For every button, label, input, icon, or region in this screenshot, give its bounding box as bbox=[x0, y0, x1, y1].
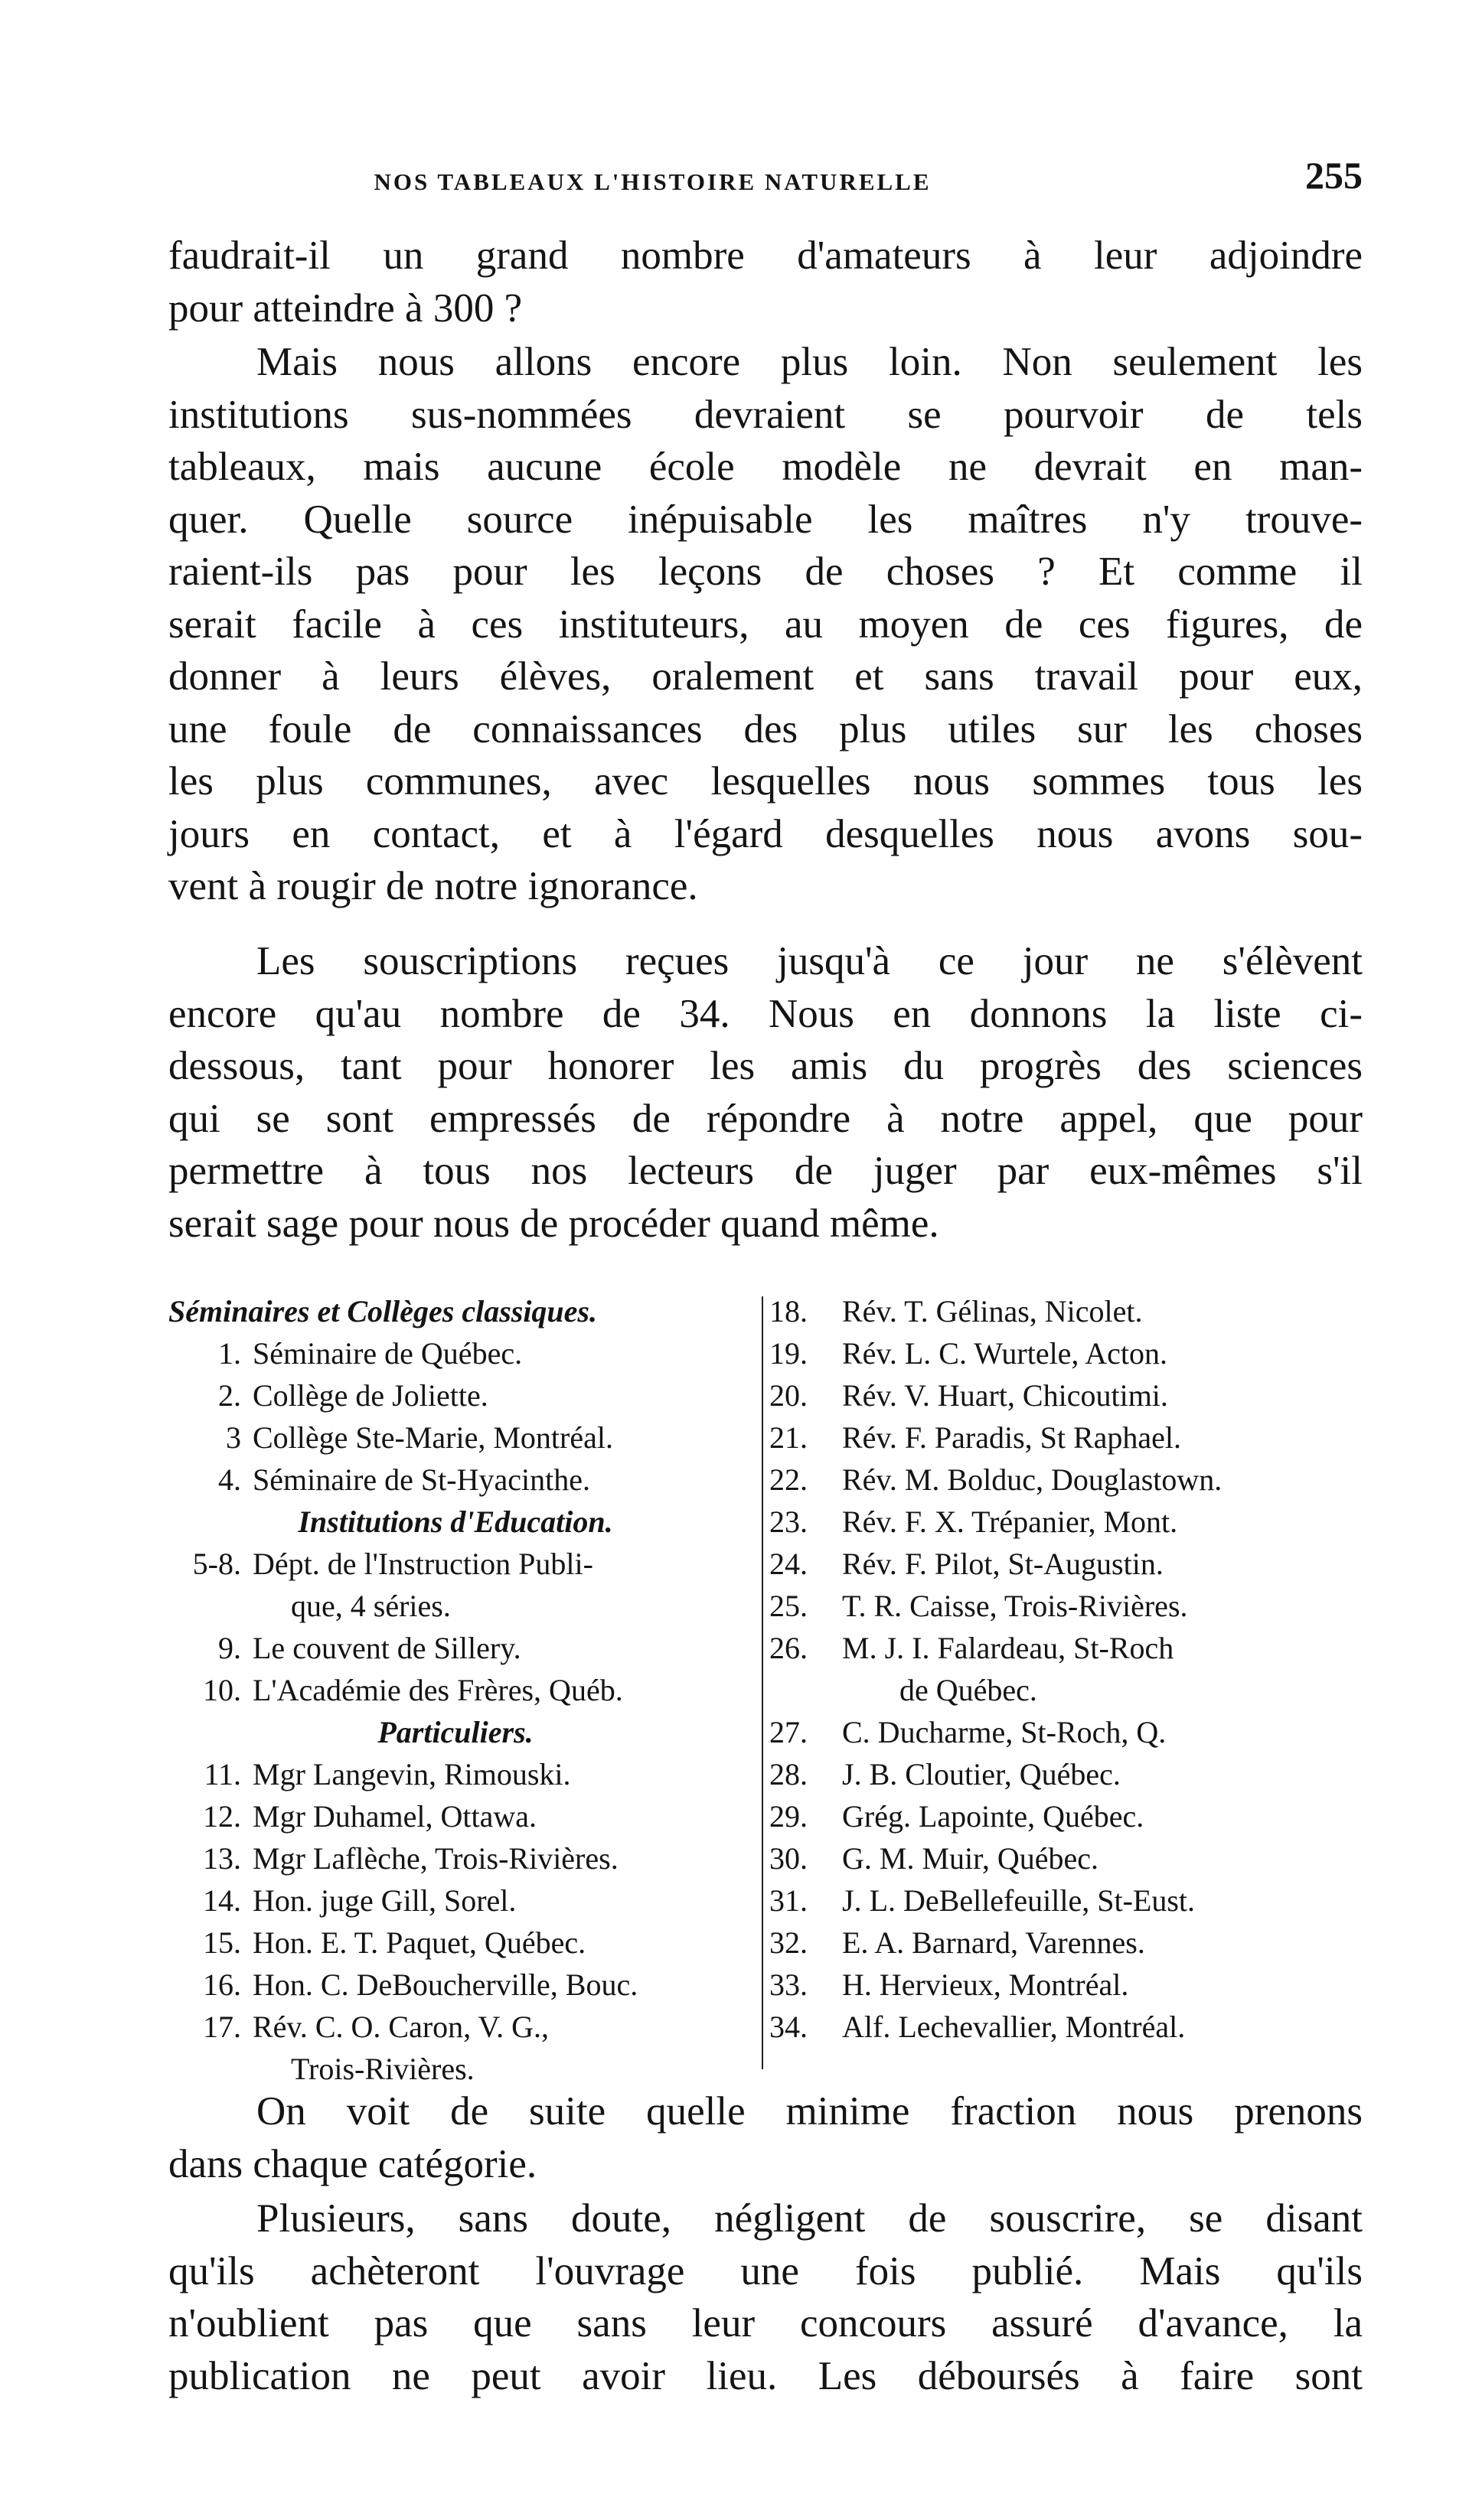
item-number: 15. bbox=[203, 1925, 241, 1960]
subscriber-list bbox=[168, 1290, 1363, 2086]
page-header bbox=[168, 153, 1363, 207]
text-line: dans chaque catégorie. bbox=[168, 2141, 537, 2186]
item-number: 4. bbox=[218, 1462, 241, 1497]
text-line: serait sage pour nous de procéder quand même. bbox=[168, 1201, 939, 1246]
text-line: pour atteindre à 300 ? bbox=[168, 285, 523, 331]
text-line: vent à rougir de notre ignorance. bbox=[168, 864, 698, 908]
category-heading: Séminaires et Collèges classiques. bbox=[168, 1294, 597, 1328]
item-number: 20. bbox=[769, 1378, 808, 1413]
item-text: Mgr Duhamel, Ottawa. bbox=[253, 1799, 537, 1834]
item-number: 3 bbox=[226, 1420, 241, 1455]
list-item bbox=[168, 1922, 765, 1964]
item-text: Rév. F. X. Trépanier, Mont. bbox=[842, 1505, 1178, 1539]
list-item-continuation bbox=[168, 2048, 765, 2090]
item-number: 18. bbox=[769, 1294, 808, 1328]
item-number: 33. bbox=[769, 1967, 808, 2002]
item-number: 9. bbox=[218, 1631, 241, 1665]
list-item bbox=[168, 1543, 765, 1585]
category-heading: Institutions d'Education. bbox=[298, 1505, 613, 1539]
item-text: L'Académie des Frères, Québ. bbox=[253, 1673, 623, 1707]
list-item-continuation bbox=[769, 1669, 1366, 1711]
item-number: 32. bbox=[769, 1925, 808, 1960]
item-text: Rév. L. C. Wurtele, Acton. bbox=[842, 1336, 1167, 1371]
list-item bbox=[769, 1964, 1366, 2006]
running-head: NOS TABLEAUX L'HISTOIRE NATURELLE bbox=[374, 168, 932, 195]
list-item bbox=[769, 1879, 1366, 1922]
text-line: une foule de connaissances des plus utiles sur les choses bbox=[168, 706, 1363, 751]
item-text: Dépt. de l'Instruction Publi- bbox=[253, 1547, 593, 1581]
list-item bbox=[769, 1922, 1366, 1964]
item-text: Grég. Lapointe, Québec. bbox=[842, 1799, 1144, 1834]
item-number: 22. bbox=[769, 1462, 808, 1497]
item-text: Rév. V. Huart, Chicoutimi. bbox=[842, 1378, 1168, 1413]
list-item bbox=[769, 1416, 1366, 1459]
list-item bbox=[168, 1669, 765, 1711]
item-number: 23. bbox=[769, 1505, 808, 1539]
column-divider bbox=[762, 1296, 763, 2069]
list-item bbox=[769, 1795, 1366, 1837]
list-item bbox=[769, 1501, 1366, 1543]
list-item bbox=[168, 1795, 765, 1837]
list-item bbox=[168, 1753, 765, 1795]
item-number: 28. bbox=[769, 1757, 808, 1791]
item-text: Alf. Lechevallier, Montréal. bbox=[842, 2010, 1186, 2044]
list-item bbox=[769, 1290, 1366, 1332]
paragraph-5 bbox=[168, 2192, 1363, 2402]
text-line: faudrait-il un grand nombre d'amateurs à leur adjoindre bbox=[168, 233, 1363, 278]
item-number: 10. bbox=[203, 1673, 241, 1707]
item-text: Rév. T. Gélinas, Nicolet. bbox=[842, 1294, 1143, 1328]
paragraph-3 bbox=[168, 935, 1363, 1250]
item-text: Rév. F. Pilot, St-Augustin. bbox=[842, 1547, 1164, 1581]
paragraph-4 bbox=[168, 2085, 1363, 2190]
item-number: 12. bbox=[203, 1799, 241, 1834]
list-item bbox=[769, 1459, 1366, 1501]
item-text: Hon. E. T. Paquet, Québec. bbox=[253, 1925, 586, 1960]
text-line: jours en contact, et à l'égard desquelles nous avons sou- bbox=[168, 811, 1363, 856]
item-number: 19. bbox=[769, 1336, 808, 1371]
item-text: Collège de Joliette. bbox=[253, 1378, 488, 1413]
text-line: qu'ils achèteront l'ouvrage une fois publié. Mais qu'ils bbox=[168, 2248, 1363, 2293]
item-text: M. J. I. Falardeau, St-Roch bbox=[842, 1631, 1174, 1665]
subscriber-column-right bbox=[769, 1290, 1366, 2048]
list-item bbox=[168, 1627, 765, 1669]
text-line: Les souscriptions reçues jusqu'à ce jour ne s'élèvent bbox=[256, 939, 1363, 983]
list-item bbox=[168, 1837, 765, 1879]
item-number: 1. bbox=[218, 1336, 241, 1371]
item-number: 21. bbox=[769, 1420, 808, 1455]
text-line: les plus communes, avec lesquelles nous sommes tous les bbox=[168, 759, 1363, 804]
item-text: Séminaire de St-Hyacinthe. bbox=[253, 1462, 590, 1497]
list-item bbox=[168, 1879, 765, 1922]
text-line: Mais nous allons encore plus loin. Non seulement les bbox=[256, 340, 1363, 384]
subscriber-column-left bbox=[168, 1290, 765, 2090]
paragraph-2 bbox=[168, 336, 1363, 913]
text-line: n'oublient pas que sans leur concours assuré d'avance, la bbox=[168, 2301, 1363, 2346]
list-item bbox=[168, 2006, 765, 2048]
item-text: Mgr Langevin, Rimouski. bbox=[253, 1757, 571, 1791]
item-number: 5-8. bbox=[192, 1547, 241, 1581]
item-text: T. R. Caisse, Trois-Rivières. bbox=[842, 1589, 1188, 1623]
text-line: quer. Quelle source inépuisable les maîtres n'y trouve- bbox=[168, 497, 1363, 542]
text-line: Plusieurs, sans doute, négligent de souscrire, se disant bbox=[256, 2196, 1363, 2241]
text-line: institutions sus-nommées devraient se pourvoir de tels bbox=[168, 392, 1363, 437]
item-number: 17. bbox=[203, 2010, 241, 2044]
text-line: qui se sont empressés de répondre à notre appel, que pour bbox=[168, 1096, 1363, 1141]
item-number: 2. bbox=[218, 1378, 241, 1413]
item-number: 25. bbox=[769, 1589, 808, 1623]
item-number: 27. bbox=[769, 1715, 808, 1749]
item-number: 24. bbox=[769, 1547, 808, 1581]
text-line: tableaux, mais aucune école modèle ne devrait en man- bbox=[168, 445, 1363, 489]
item-text: Rév. F. Paradis, St Raphael. bbox=[842, 1420, 1182, 1455]
item-number: 13. bbox=[203, 1841, 241, 1876]
item-text: H. Hervieux, Montréal. bbox=[842, 1967, 1129, 2002]
list-item-continuation bbox=[168, 1585, 765, 1627]
text-line: publication ne peut avoir lieu. Les déboursés à faire sont bbox=[168, 2353, 1363, 2398]
item-text: J. B. Cloutier, Québec. bbox=[842, 1757, 1121, 1791]
list-item bbox=[769, 2006, 1366, 2048]
list-item bbox=[769, 1543, 1366, 1585]
item-number: 31. bbox=[769, 1883, 808, 1918]
item-text: J. L. DeBellefeuille, St-Eust. bbox=[842, 1883, 1196, 1918]
item-text: Mgr Laflèche, Trois-Rivières. bbox=[253, 1841, 619, 1876]
item-number: 26. bbox=[769, 1631, 808, 1665]
text-line: donner à leurs élèves, oralement et sans travail pour eux, bbox=[168, 654, 1363, 699]
category-heading: Particuliers. bbox=[377, 1715, 534, 1749]
list-item bbox=[168, 1374, 765, 1416]
item-text: Le couvent de Sillery. bbox=[253, 1631, 521, 1665]
paragraph-1 bbox=[168, 230, 1363, 334]
text-line: permettre à tous nos lecteurs de juger par eux-mêmes s'il bbox=[168, 1149, 1363, 1193]
list-item bbox=[769, 1753, 1366, 1795]
text-line: dessous, tant pour honorer les amis du progrès des sciences bbox=[168, 1044, 1363, 1088]
list-item bbox=[769, 1627, 1366, 1669]
item-number: 11. bbox=[204, 1757, 241, 1791]
item-number: 34. bbox=[769, 2010, 808, 2044]
page-number: 255 bbox=[1305, 154, 1363, 197]
item-text: Rév. M. Bolduc, Douglastown. bbox=[842, 1462, 1222, 1497]
item-text: de Québec. bbox=[899, 1673, 1037, 1707]
list-item bbox=[769, 1837, 1366, 1879]
item-text: Rév. C. O. Caron, V. G., bbox=[253, 2010, 550, 2044]
item-text: Trois-Rivières. bbox=[291, 2052, 475, 2086]
list-item bbox=[769, 1374, 1366, 1416]
text-line: serait facile à ces instituteurs, au moyen de ces figures, de bbox=[168, 601, 1363, 647]
list-item bbox=[769, 1585, 1366, 1627]
item-text: Collège Ste-Marie, Montréal. bbox=[253, 1420, 613, 1455]
item-number: 14. bbox=[203, 1883, 241, 1918]
item-text: Hon. C. DeBoucherville, Bouc. bbox=[253, 1967, 638, 2002]
item-number: 29. bbox=[769, 1799, 808, 1834]
item-text: Séminaire de Québec. bbox=[253, 1336, 523, 1371]
item-text: que, 4 séries. bbox=[291, 1589, 451, 1623]
text-line: raient-ils pas pour les leçons de choses ? Et comme il bbox=[168, 549, 1363, 594]
list-item bbox=[168, 1964, 765, 2006]
item-number: 16. bbox=[203, 1967, 241, 2002]
text-line: On voit de suite quelle minime fraction nous prenons bbox=[256, 2089, 1363, 2134]
text-line: encore qu'au nombre de 34. Nous en donnons la liste ci- bbox=[168, 991, 1363, 1036]
list-item bbox=[168, 1416, 765, 1459]
item-text: Hon. juge Gill, Sorel. bbox=[253, 1883, 517, 1918]
item-number: 30. bbox=[769, 1841, 808, 1876]
item-text: C. Ducharme, St-Roch, Q. bbox=[842, 1715, 1167, 1749]
item-text: G. M. Muir, Québec. bbox=[842, 1841, 1098, 1876]
list-item bbox=[769, 1332, 1366, 1374]
list-item bbox=[769, 1711, 1366, 1753]
list-item bbox=[168, 1459, 765, 1501]
item-text: E. A. Barnard, Varennes. bbox=[842, 1925, 1145, 1960]
list-item bbox=[168, 1332, 765, 1374]
